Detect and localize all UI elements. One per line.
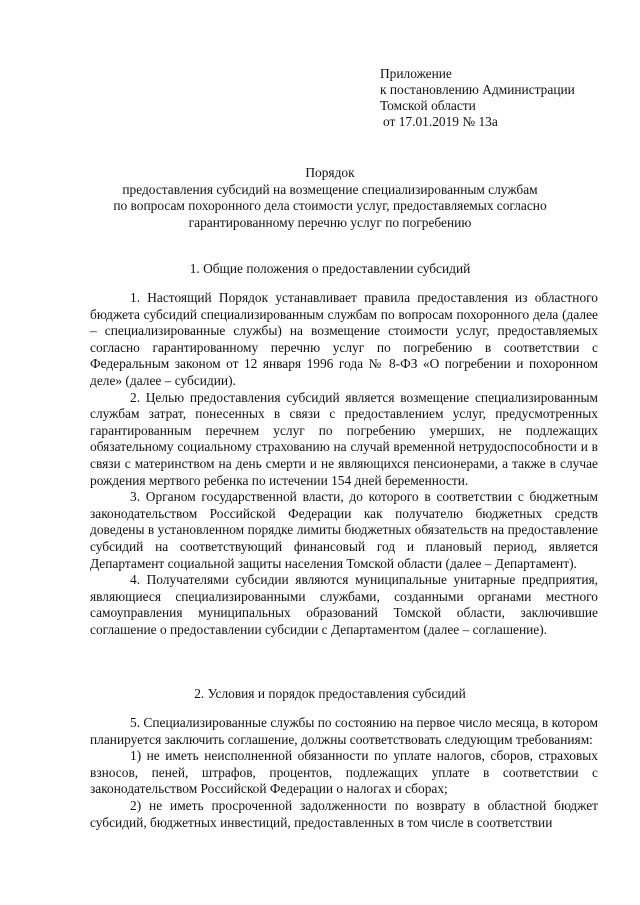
title-line: предоставления субсидий на возмещение специализированным службам — [122, 181, 538, 197]
paragraph-5: 5. Специализированные службы по состоянию на первое число месяца, в котором планируется заключить соглашение, должны соответствовать следующим требованиям: — [90, 715, 598, 747]
section-heading-2: 2. Условия и порядок предоставления субсидий — [194, 686, 466, 701]
section-heading-1: 1. Общие положения о предоставлении субсидий — [189, 261, 471, 276]
paragraph-5-item-1: 1) не иметь неисполненной обязанности по уплате налогов, сборов, страховых взносов, пеней, штрафов, процентов, подлежащих уплате в соответствии с законодательством Российской Федерации о налогах и сборах; — [90, 748, 598, 797]
section-2-body — [90, 715, 598, 831]
paragraph-3: 3. Органом государственной власти, до которого в соответствии с бюджетным законодательством Российской Федерации как получателю бюджетных средств доведены в установленном порядке лимиты бюджетных обязательств на предоставление субсидий на соответствующий финансовый год и плановый период, является Департамент социальной защиты населения Томской области (далее – Департамент). — [90, 489, 598, 571]
paragraph-5-item-2: 2) не иметь просроченной задолженности по возврату в областной бюджет субсидий, бюджетных инвестиций, предоставленных в том числе в соответствии — [90, 797, 598, 830]
appendix-line: к постановлению Администрации — [380, 82, 575, 97]
paragraph-2: 2. Целью предоставления субсидий является возмещение специализированным службам затрат, понесенных в связи с предоставлением услуг, предусмотренных гарантированным перечнем услуг по погребению умерших, не подлежащих обязательному социальному страхованию на случай временной нетрудоспособности и в связи с материнством на день смерти и не являющихся пенсионерами, а также в случае рождения мертвого ребенка по истечении 154 дней беременности. — [90, 389, 598, 488]
section-1-body — [90, 290, 598, 638]
paragraph-1: 1. Настоящий Порядок устанавливает правила предоставления из областного бюджета субсидий специализированным службам по вопросам похоронного дела (далее – специализированные службы) на возмещение стоимости услуг, предоставляемых согласно гарантированному перечню услуг по погребению в соответствии с Федеральным законом от 12 января 1996 года № 8-ФЗ «О погребении и похоронном деле» (далее – субсидии). — [90, 290, 598, 388]
appendix-block — [380, 66, 630, 130]
title-line: гарантированному перечню услуг по погребению — [188, 214, 472, 230]
title-line: Порядок — [305, 165, 355, 180]
appendix-line: Приложение — [380, 66, 452, 81]
appendix-date-line: от 17.01.2019 № 13а — [383, 114, 498, 129]
document-title — [90, 165, 570, 231]
title-line: по вопросам похоронного дела стоимости услуг, предоставляемых согласно — [113, 198, 547, 213]
appendix-line: Томской области — [380, 98, 476, 113]
paragraph-4: 4. Получателями субсидии являются муниципальные унитарные предприятия, являющиеся специализированными службами, созданными органами местного самоуправления муниципальных образований Томской области, заключившие соглашение о предоставлении субсидии с Департаментом (далее – соглашение). — [90, 572, 598, 637]
